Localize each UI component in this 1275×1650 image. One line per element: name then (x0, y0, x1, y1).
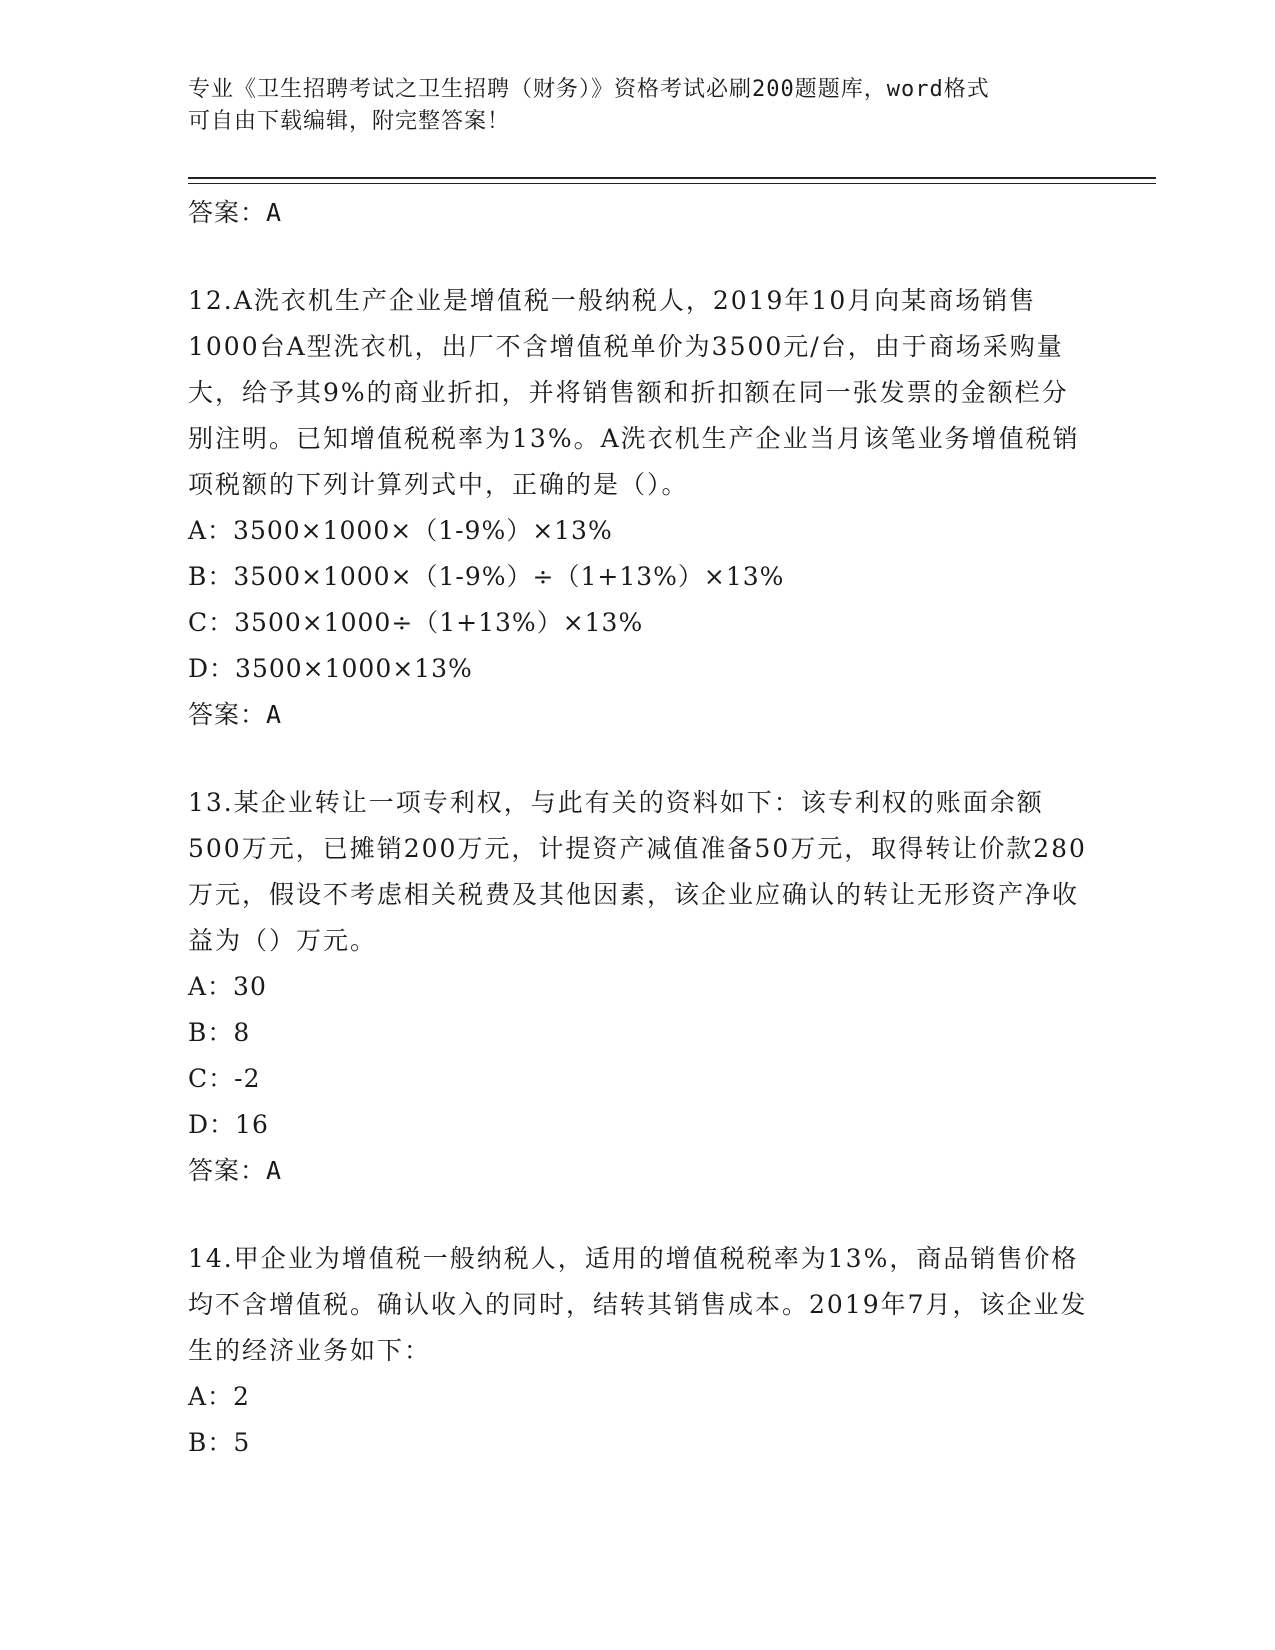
option-d: D：16 (188, 1110, 269, 1139)
question-text: 14.甲企业为增值税一般纳税人，适用的增值税税率为13%，商品销售价格均不含增值税。确认收入的同时，结转其销售成本。2019年7月，该企业发生的经济业务如下： (188, 1244, 1088, 1365)
header-line-1: 专业《卫生招聘考试之卫生招聘（财务）》资格考试必刷200题题库，word格式 (188, 77, 990, 102)
option-b: B：8 (188, 1018, 251, 1047)
question-12 (188, 278, 1088, 738)
header-line-2: 可自由下载编辑，附完整答案！ (188, 109, 511, 134)
answer-line: 答案：A (188, 700, 283, 729)
question-13 (188, 780, 1088, 1194)
option-b: B：3500×1000×（1-9%）÷（1+13%）×13% (188, 562, 785, 591)
option-a: A：2 (188, 1382, 250, 1411)
option-a: A：30 (188, 972, 267, 1001)
previous-answer: 答案：A (188, 198, 283, 227)
header-divider (188, 177, 1156, 184)
option-c: C：3500×1000÷（1+13%）×13% (188, 608, 644, 637)
option-a: A：3500×1000×（1-9%）×13% (188, 516, 613, 545)
page-header (188, 74, 1088, 138)
option-b: B：5 (188, 1428, 251, 1457)
answer-line: 答案：A (188, 1156, 283, 1185)
question-text: 13.某企业转让一项专利权，与此有关的资料如下：该专利权的账面余额500万元，已摊销200万元，计提资产减值准备50万元，取得转让价款280万元，假设不考虑相关税费及其他因素，该企业应确认的转让无形资产净收益为（）万元。 (188, 788, 1087, 955)
option-d: D：3500×1000×13% (188, 654, 473, 683)
question-text: 12.A洗衣机生产企业是增值税一般纳税人，2019年10月向某商场销售1000台A型洗衣机，出厂不含增值税单价为3500元/台，由于商场采购量大，给予其9%的商业折扣，并将销售额和折扣额在同一张发票的金额栏分别注明。已知增值税税率为13%。A洗衣机生产企业当月该笔业务增值税销项税额的下列计算列式中，正确的是（）。 (188, 286, 1080, 499)
question-14 (188, 1236, 1088, 1466)
document-body (188, 190, 1088, 1466)
option-c: C：-2 (188, 1064, 261, 1093)
